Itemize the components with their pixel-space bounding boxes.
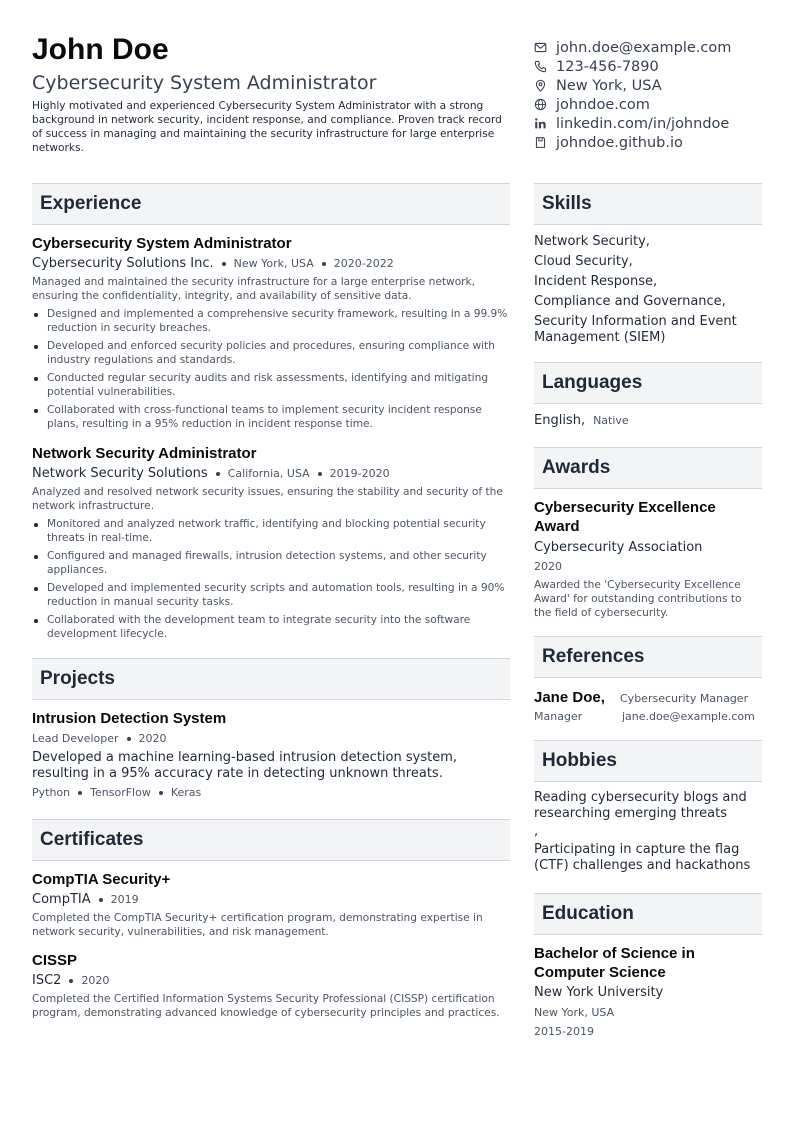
hobbies-list (534, 790, 762, 874)
certificate-description: Completed the CompTIA Security+ certification program, demonstrating expertise in network security, vulnerabilities, and risk management. (32, 912, 483, 938)
education-school: New York University (534, 985, 664, 1000)
contact-location-text: New York, USA (556, 77, 662, 94)
contact-linkedin-text: linkedin.com/in/johndoe (556, 115, 730, 132)
project-title: Intrusion Detection System (32, 710, 227, 727)
contact-website-text: johndoe.com (556, 96, 650, 113)
candidate-title: Cybersecurity System Administrator (32, 72, 377, 94)
award-org: Cybersecurity Association (534, 540, 703, 555)
section-languages-heading: Languages (534, 362, 762, 404)
award-year: 2020 (534, 560, 562, 573)
job-bullets (32, 517, 510, 641)
section-certificates-heading: Certificates (32, 819, 510, 861)
certificate-meta (32, 893, 510, 907)
contact-website[interactable] (534, 95, 774, 114)
separator-dot (322, 262, 326, 266)
job-location: New York, USA (233, 257, 314, 270)
side-column (534, 183, 762, 1039)
section-awards-heading: Awards (534, 447, 762, 489)
job-location: California, USA (227, 467, 310, 480)
linkedin-icon (534, 117, 547, 130)
project-description: Developed a machine learning-based intrusion detection system, resulting in a 95% accuracy rate in detecting unknown threats. (32, 750, 457, 781)
job-meta (32, 467, 510, 481)
job-meta (32, 257, 510, 271)
profile-summary: Highly motivated and experienced Cybersecurity System Administrator with a strong background in network security, incident response, and compliance. Proven track record of success in managing and maintaining the security infrastructure for large enterprise networks. (32, 100, 502, 154)
skill-item: Incident Response, (534, 274, 658, 289)
project-tech (32, 786, 510, 800)
section-education-heading: Education (534, 893, 762, 935)
contact-location (534, 76, 774, 95)
reference-item (534, 688, 762, 724)
skill-item: Network Security, (534, 234, 650, 249)
globe-icon (534, 98, 547, 111)
skill-item: Compliance and Governance, (534, 294, 726, 309)
language-name: English, (534, 413, 586, 428)
job-bullets (32, 307, 510, 431)
certificate-item (32, 871, 510, 939)
list-item: Developed and implemented security scripts and automation tools, resulting in a 90% reduction in manual security tasks. (32, 581, 510, 609)
section-projects-heading: Projects (32, 658, 510, 700)
award-description: Awarded the 'Cybersecurity Excellence Award' for outstanding contributions to the field of cybersecurity. (534, 579, 742, 619)
education-item (534, 944, 762, 1039)
tech-tag: Keras (170, 786, 202, 799)
job-summary: Managed and maintained the security infrastructure for a large enterprise network, ensuring the confidentiality, integrity, and availability of sensitive data. (32, 276, 476, 302)
tech-tag: Python (32, 786, 71, 799)
certificate-issuer: ISC2 (32, 973, 62, 988)
project-year: 2020 (138, 732, 167, 745)
education-degree: Bachelor of Science in Computer Science (534, 945, 695, 981)
section-hobbies-heading: Hobbies (534, 740, 762, 782)
job-title: Network Security Administrator (32, 445, 257, 462)
reference-row (534, 710, 762, 724)
separator-dot (69, 979, 73, 983)
certificate-issuer: CompTIA (32, 892, 91, 907)
separator-dot (159, 791, 163, 795)
experience-item (32, 445, 510, 641)
tech-tag: TensorFlow (90, 786, 151, 799)
job-dates: 2020-2022 (333, 257, 394, 270)
experience-item (32, 235, 510, 431)
project-meta (32, 732, 510, 746)
certificate-year: 2019 (110, 893, 139, 906)
section-references-heading: References (534, 636, 762, 678)
separator-dot (318, 472, 322, 476)
reference-row (534, 688, 762, 707)
skills-list (534, 234, 762, 346)
language-level: Native (593, 414, 629, 427)
separator-dot (99, 898, 103, 902)
contact-list (534, 38, 774, 152)
phone-icon (534, 60, 547, 73)
reference-relation: Manager (534, 710, 583, 723)
section-skills-heading: Skills (534, 183, 762, 225)
hobby-item: Reading cybersecurity blogs and researching emerging threats (534, 790, 747, 821)
candidate-name: John Doe (32, 33, 169, 66)
list-item: Monitored and analyzed network traffic, identifying and blocking potential security threats in real-time. (32, 517, 510, 545)
contact-github[interactable] (534, 133, 774, 152)
separator-dot (216, 472, 220, 476)
section-experience-heading: Experience (32, 183, 510, 225)
award-title: Cybersecurity Excellence Award (534, 499, 716, 535)
certificate-title: CISSP (32, 952, 78, 969)
project-role: Lead Developer (32, 732, 119, 745)
location-icon (534, 79, 547, 92)
list-item: Designed and implemented a comprehensive security framework, resulting in a 99.9% reduction in security breaches. (32, 307, 510, 335)
skill-item: Security Information and Event Management (SIEM) (534, 314, 737, 345)
contact-email-text: john.doe@example.com (556, 39, 732, 56)
certificate-item (32, 952, 510, 1020)
hobby-separator: , (534, 824, 539, 839)
project-item (32, 710, 510, 800)
job-company: Network Security Solutions (32, 466, 208, 481)
header (32, 34, 507, 155)
list-item: Conducted regular security audits and risk assessments, identifying and mitigating potential vulnerabilities. (32, 371, 510, 399)
award-item (534, 498, 762, 620)
reference-position: Cybersecurity Manager (620, 692, 749, 705)
certificate-year: 2020 (81, 974, 110, 987)
certificate-title: CompTIA Security+ (32, 871, 171, 888)
hobby-item: Participating in capture the flag (CTF) challenges and hackathons (534, 842, 751, 873)
separator-dot (222, 262, 226, 266)
contact-phone[interactable] (534, 57, 774, 76)
contact-email[interactable] (534, 38, 774, 57)
github-icon (534, 136, 547, 149)
list-item: Configured and managed firewalls, intrusion detection systems, and other security appliances. (32, 549, 510, 577)
education-dates: 2015-2019 (534, 1025, 594, 1038)
list-item: Collaborated with cross-functional teams to implement security incident response plans, resulting in a 95% reduction in incident response time. (32, 403, 510, 431)
certificate-description: Completed the Certified Information Systems Security Professional (CISSP) certification program, demonstrating advanced knowledge of cybersecurity principles and practices. (32, 993, 500, 1019)
reference-name: Jane Doe, (534, 689, 605, 706)
main-column (32, 183, 510, 1020)
separator-dot (78, 791, 82, 795)
contact-phone-text: 123-456-7890 (556, 58, 659, 75)
mail-icon (534, 41, 547, 54)
education-location: New York, USA (534, 1006, 615, 1019)
reference-email[interactable]: jane.doe@example.com (622, 710, 755, 723)
job-title: Cybersecurity System Administrator (32, 235, 292, 252)
contact-linkedin[interactable] (534, 114, 774, 133)
separator-dot (127, 737, 131, 741)
skill-item: Cloud Security, (534, 254, 633, 269)
job-summary: Analyzed and resolved network security issues, ensuring the stability and security of the network infrastructure. (32, 486, 503, 512)
job-dates: 2019-2020 (329, 467, 390, 480)
job-company: Cybersecurity Solutions Inc. (32, 256, 214, 271)
language-item (534, 413, 762, 429)
list-item: Collaborated with the development team to integrate security into the software development lifecycle. (32, 613, 510, 641)
certificate-meta (32, 974, 510, 988)
list-item: Developed and enforced security policies and procedures, ensuring compliance with industry regulations and standards. (32, 339, 510, 367)
contact-github-text: johndoe.github.io (556, 134, 683, 151)
